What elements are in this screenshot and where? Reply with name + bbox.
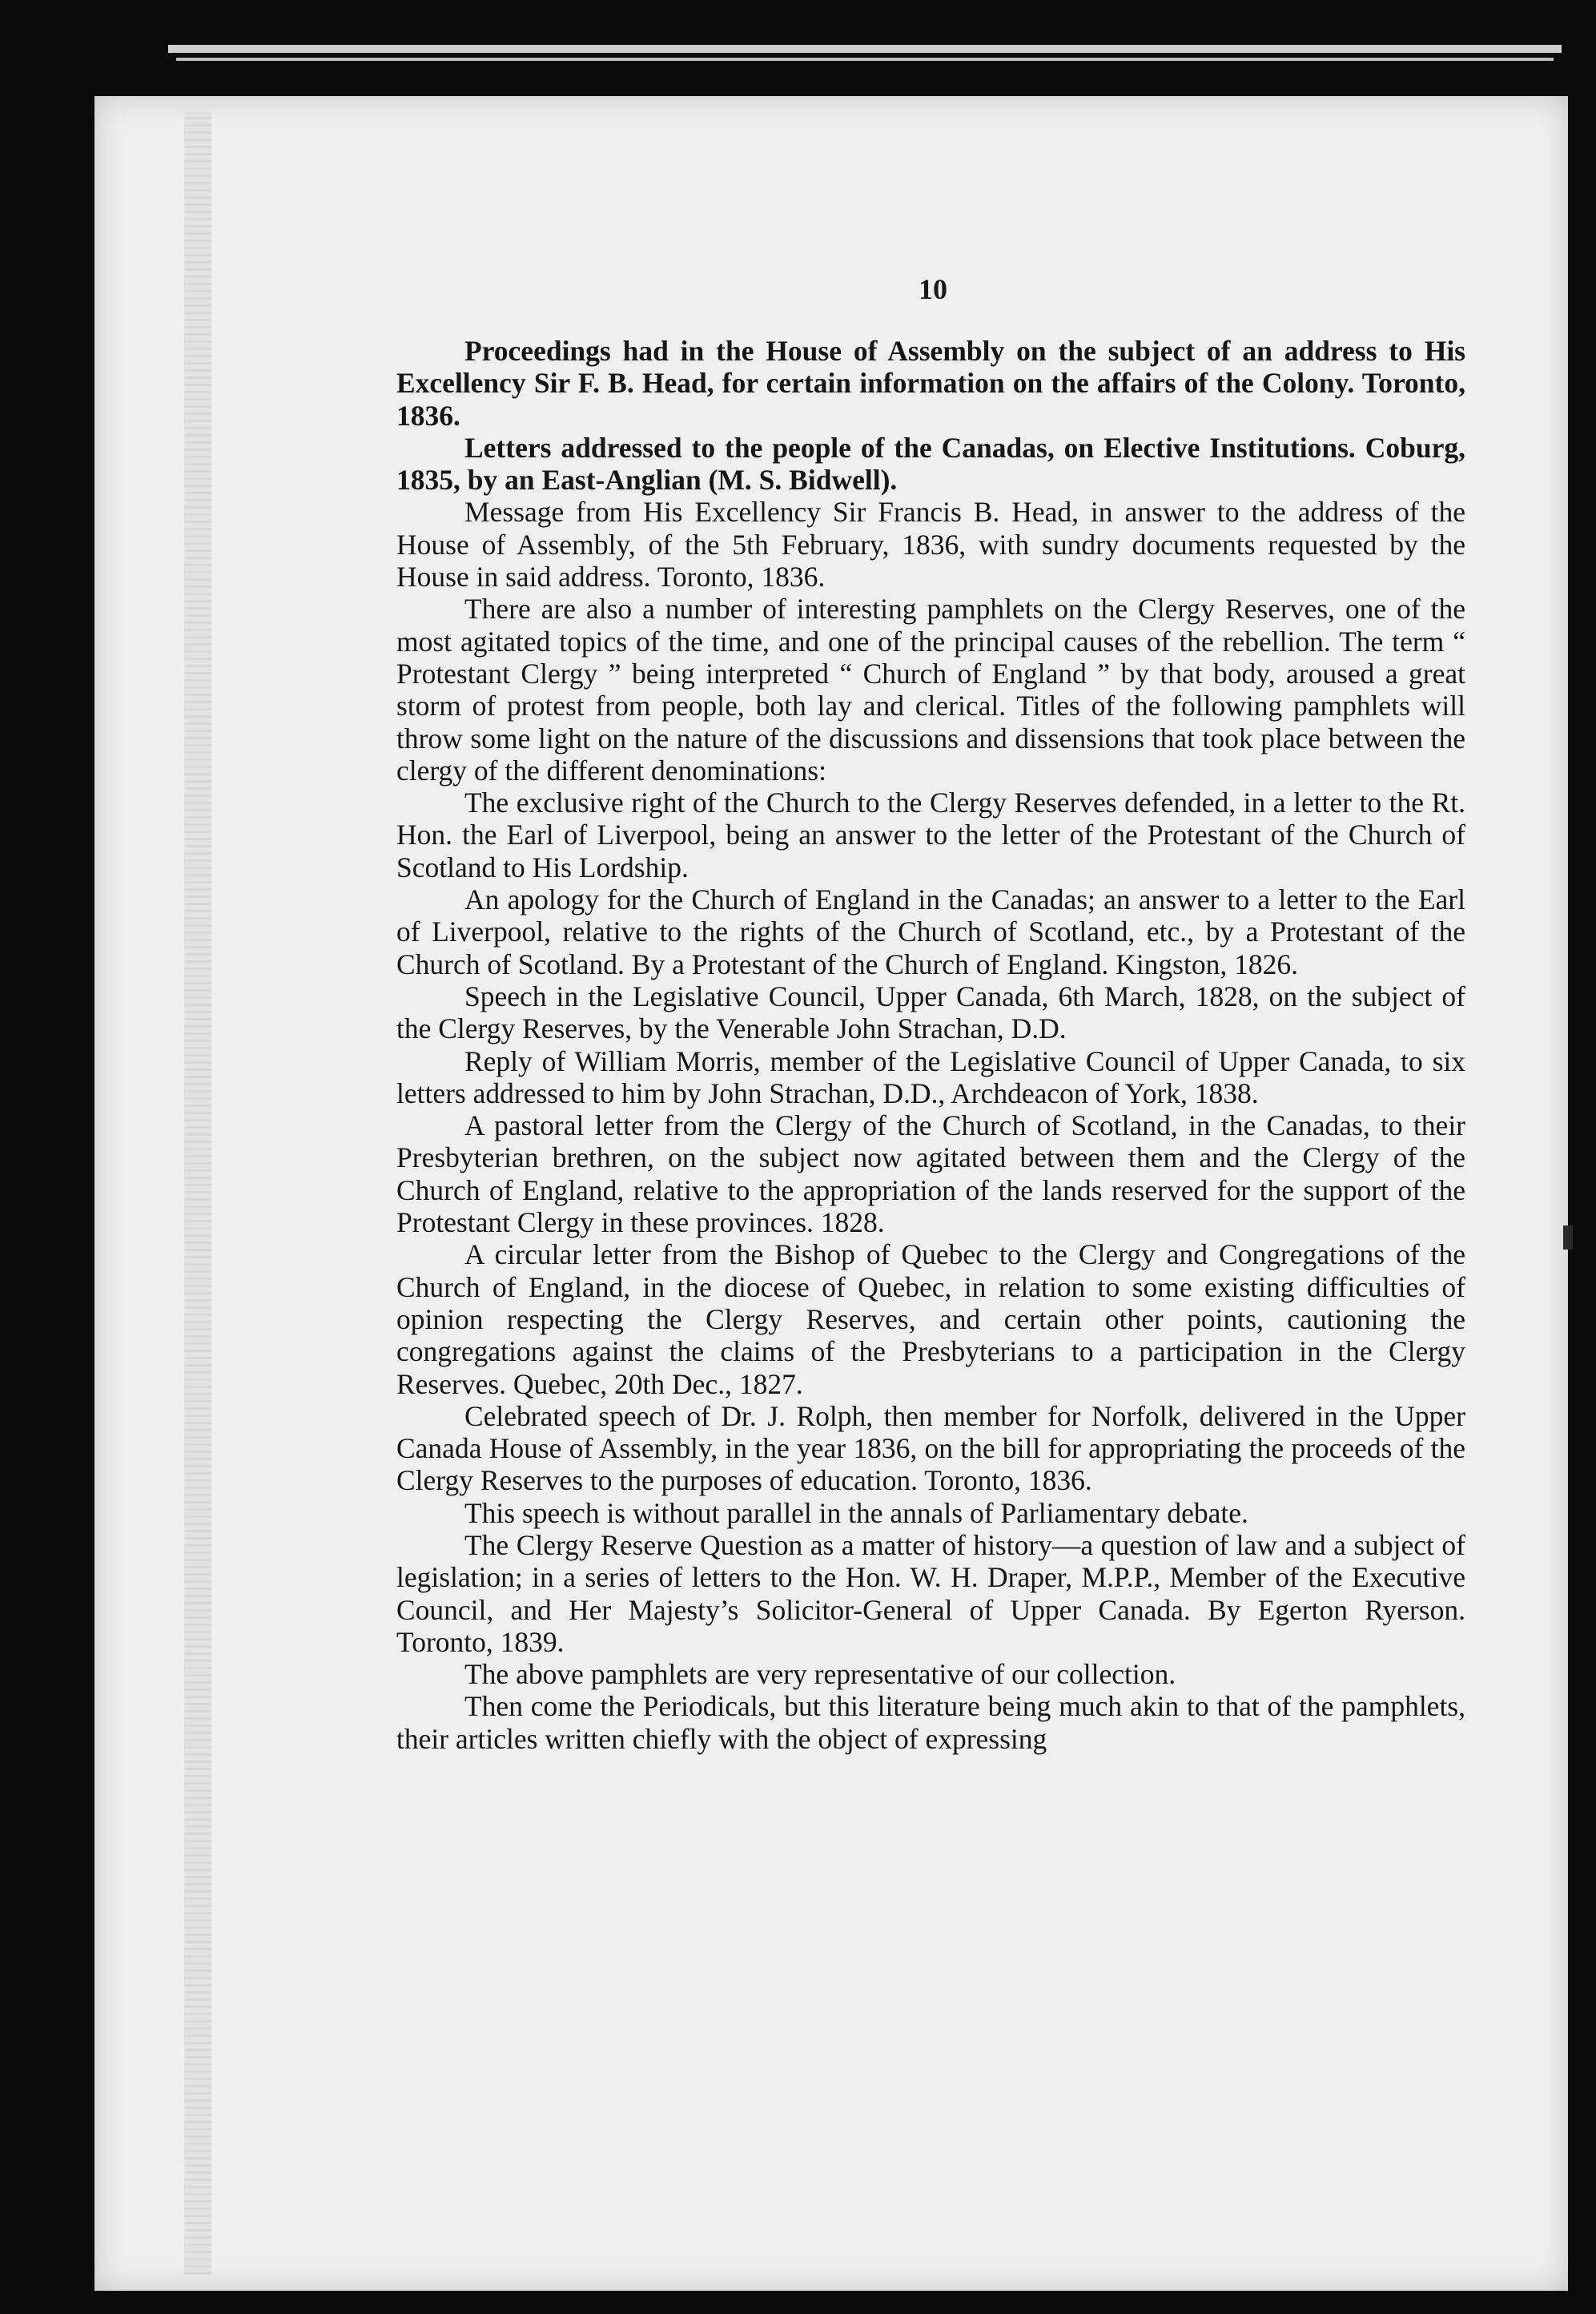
paragraph-13: The Clergy Reserve Question as a matter of history—a question of law and a subject of legislation; in a series of letters to the Hon. W. H. Draper, M.P.P., Member of the Executive Council, and Her Majesty’s Solicitor-General of Upper Canada. By Egerton Ryerson. Toronto, 1839. [396, 1528, 1465, 1658]
binding-edge [184, 112, 211, 2275]
paragraph-15: Then come the Periodicals, but this literature being much akin to that of the pamphlets, their articles written chiefly with the object of expressing [396, 1690, 1465, 1755]
paragraph-11: Celebrated speech of Dr. J. Rolph, then member for Norfolk, delivered in the Upper Canada House of Assembly, in the year 1836, on the bill for appropriating the proceeds of the Clergy Reserves to the purposes of education. Toronto, 1836. [396, 1399, 1465, 1497]
page-number: 10 [919, 273, 947, 305]
paragraph-4: There are also a number of interesting pamphlets on the Clergy Reserves, one of the most agitated topics of the time, and one of the principal causes of the rebellion. The term “ Protestant Clergy ” being interpreted “ Church of England ” by that body, aroused a great storm of protest from people, both lay and clerical. Titles of the following pamphlets will throw some light on the nature of the discussions and dissensions that took place between the clergy of the different denominations: [396, 593, 1465, 787]
page-edge-top [168, 45, 1562, 53]
page-edge-top-shadow [176, 58, 1554, 61]
paragraph-14: The above pamphlets are very representative of our collection. [464, 1658, 1176, 1691]
paragraph-2: Letters addressed to the people of the Canadas, on Elective Institutions. Coburg, 1835, by an East-Anglian (M. S. Bidwell). [396, 431, 1465, 497]
paragraph-7: Speech in the Legislative Council, Upper Canada, 6th March, 1828, on the subject of the Clergy Reserves, by the Venerable John Strachan, D.D. [396, 980, 1465, 1045]
paragraph-6: An apology for the Church of England in the Canadas; an answer to a letter to the Earl of Liverpool, relative to the rights of the Church of Scotland, etc., by a Protestant of the Church of Scotland. By a Protestant of the Church of England. Kingston, 1826. [396, 883, 1465, 980]
paragraph-1: Proceedings had in the House of Assembly on the subject of an address to His Excellency Sir F. B. Head, for certain information on the affairs of the Colony. Toronto, 1836. [396, 335, 1465, 432]
paragraph-8: Reply of William Morris, member of the Legislative Council of Upper Canada, to six letters addressed to him by John Strachan, D.D., Archdeacon of York, 1838. [396, 1044, 1465, 1109]
paragraph-3: Message from His Excellency Sir Francis B. Head, in answer to the address of the House of Assembly, of the 5th February, 1836, with sundry documents requested by the House in said address. Toronto, 1836. [396, 496, 1465, 594]
paragraph-9: A pastoral letter from the Clergy of the Church of Scotland, in the Canadas, to their Presbyterian brethren, on the subject now agitated between them and the Clergy of the Church of England, relative to the appropriation of the lands reserved for the support of the Protestant Clergy in these provinces. 1828. [396, 1109, 1465, 1239]
body-text [396, 335, 1465, 1755]
paragraph-5: The exclusive right of the Church to the Clergy Reserves defended, in a letter to the Rt. Hon. the Earl of Liverpool, being an answer to the letter of the Protestant of the Church of Scotland to His Lordship. [396, 787, 1465, 883]
margin-mark [1563, 1225, 1573, 1250]
paragraph-12: This speech is without parallel in the annals of Parliamentary debate. [464, 1496, 1248, 1529]
paragraph-10: A circular letter from the Bishop of Quebec to the Clergy and Congregations of the Church of England, in the diocese of Quebec, in relation to some existing difficulties of opinion respecting the Clergy Reserves, and certain other points, cautioning the congregations against the claims of the Presbyterians to a participation in the Clergy Reserves. Quebec, 20th Dec., 1827. [396, 1238, 1465, 1400]
